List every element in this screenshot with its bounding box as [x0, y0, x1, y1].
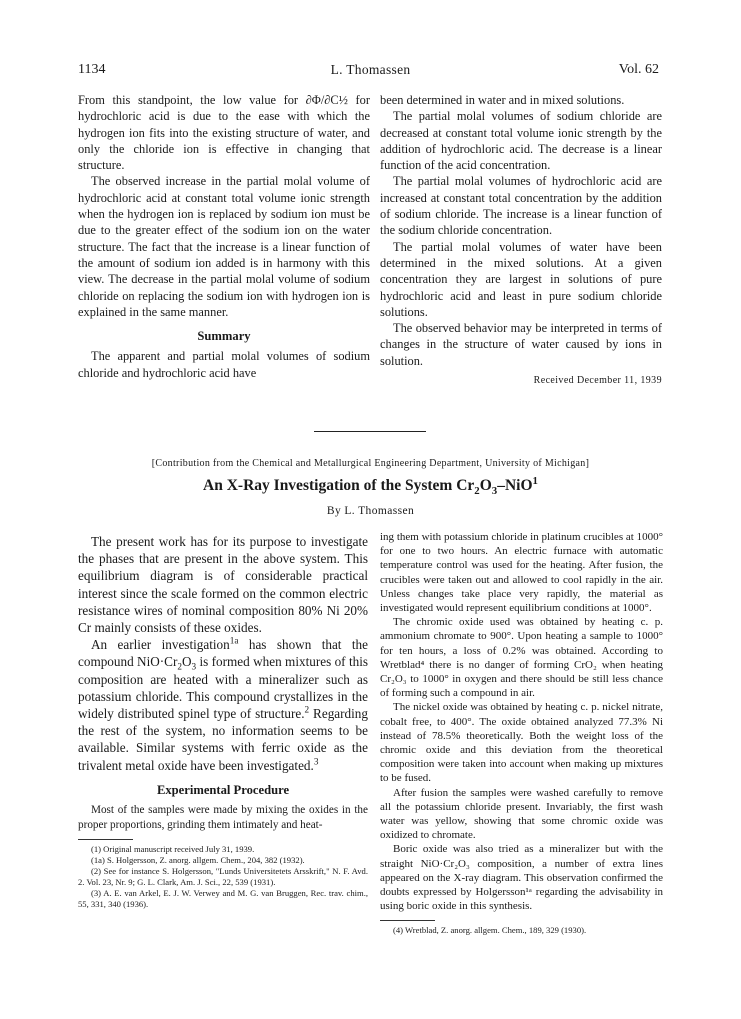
running-head-author: L. Thomassen [330, 62, 411, 77]
footnote-rule [380, 920, 435, 921]
paragraph: The chromic oxide used was obtained by heating c. p. ammonium chromate to 900°. Upon heating a sample to 1000° for ten hours, a loss of 0.2% was obtained. According to Wretblad⁴ there is no danger of forming CrO₂ when heating Cr₂O₃ to 1000° in oxygen and there should be still less chance of forming such a compound in air. [380, 616, 663, 700]
footnote-ref: 3 [313, 756, 319, 767]
title-subscript: 3 [491, 485, 498, 498]
title-text: O [479, 477, 492, 494]
summary-heading: Summary [197, 329, 251, 344]
previous-article-right-column [380, 92, 662, 389]
paragraph: The observed increase in the partial molal volume of hydrochloric acid at constant total volume ionic strength when the hydrogen ion is replaced by sodium ion must be due to the greater effect of the sodium ion on the water structure. The fact that the increase is a linear function of the amount of sodium ion added is in harmony with this view. The decrease in the partial molal volume of sodium chloride on replacing the sodium ion with hydrogen ion is explained in the same manner. [78, 174, 370, 319]
paragraph: Boric oxide was also tried as a mineralizer but with the straight NiO·Cr₂O₃ composition, a number of extra lines appeared on the X-ray diagram. This observation confirmed the doubts expressed by Holgersson¹ᵃ regarding the advisability in using boric oxide in this synthesis. [380, 843, 663, 913]
volume-number: Vol. 62 [618, 62, 659, 77]
page-number: 1134 [78, 62, 106, 77]
footnote: (4) Wretblad, Z. anorg. allgem. Chem., 189, 329 (1930). [393, 925, 587, 936]
section-divider [314, 431, 426, 432]
title-footnote-mark: 1 [532, 474, 538, 487]
article-title [0, 474, 741, 498]
text-run: is formed when mixtures of this composition are heated with a mineralizer such as potassium chloride. This compound crystallizes in the widely distributed spinel type of structure. [78, 654, 368, 722]
footnote-ref: 1a [229, 635, 239, 646]
subscript: 2 [177, 662, 182, 673]
article-left-column [78, 533, 368, 910]
footnote: (1a) S. Holgersson, Z. anorg. allgem. Chem., 204, 382 (1932). [91, 855, 305, 866]
text-run: Regarding the rest of the system, no information seems to be available. Similar systems with ferric oxide as the trivalent metal oxide have been investigated. [78, 706, 368, 773]
paragraph [78, 636, 368, 774]
paragraph: The partial molal volumes of hydrochloric acid are increased at constant total concentration by the addition of sodium chloride. The increase is a linear function of the sodium chloride concentration. [380, 174, 662, 238]
paragraph: The observed behavior may be interpreted in terms of changes in the structure of water caused by ions in solution. [380, 321, 662, 368]
footnote-ref: 2 [304, 704, 310, 715]
title-text: –NiO [497, 477, 533, 494]
paragraph: The partial molal volumes of sodium chloride are decreased at constant total volume ionic strength by the addition of hydrochloric acid. The decrease is a linear function of the acid concentration. [380, 109, 662, 173]
paragraph: The present work has for its purpose to investigate the phases that are present in the above system. This equilibrium diagram is of considerable practical interest since the scale formed on the common electric resistance wires of nominal composition 80% Ni 20% Cr mainly consists of these oxides. [78, 534, 368, 636]
paragraph: been determined in water and in mixed solutions. [380, 93, 625, 107]
byline: By L. Thomassen [326, 505, 415, 517]
received-date: Received December 11, 1939 [533, 375, 662, 387]
paragraph: The partial molal volumes of water have been determined in the mixed solutions. At a given concentration they are largest in solutions of pure hydrochloric acid and least in pure sodium chloride solutions. [380, 239, 662, 319]
footnote: (1) Original manuscript received July 31, 1939. [91, 844, 255, 855]
paragraph: The nickel oxide was obtained by heating c. p. nickel nitrate, cobalt free, to 400°. The oxide obtained analyzed 77.3% Ni instead of 78.5% theoretically. Both the weight loss of the chromic oxide and this deviation from the theoretical composition were taken into account when making up mixtures to be fused. [380, 701, 663, 785]
previous-article-left-column [78, 92, 370, 381]
experimental-heading: Experimental Procedure [156, 782, 290, 797]
contribution-line: [Contribution from the Chemical and Metallurgical Engineering Department, University of Michigan] [151, 458, 590, 469]
subscript: 3 [191, 662, 197, 673]
footnote: (2) See for instance S. Holgersson, "Lunds Universitetets Arsskrift," N. F. Avd. 2. Vol. 23, Nr. 9; G. L. Clark, Am. J. Sci., 22, 539 (1931). [78, 866, 368, 888]
text-run: has shown that the compound NiO·Cr [78, 637, 368, 670]
footnote-rule [78, 839, 133, 840]
text-run: An earlier investigation [91, 637, 230, 653]
paragraph: ing them with potassium chloride in platinum crucibles at 1000° for one to two hours. An electric furnace with automatic temperature control was used for the heating. After fusion, the crucibles were taken out and allowed to cool rapidly in the air. Unless changes take place very rapidly, the material as investigated would represent equilibrium conditions at 1000°. [380, 531, 663, 615]
paragraph: Most of the samples were made by mixing the oxides in the proper proportions, grinding them intimately and heat- [78, 804, 368, 831]
paragraph: After fusion the samples were washed carefully to remove all the potassium chloride present. Invariably, the first wash water was yellow, showing that some chromic oxide was oxidized to chromate. [380, 786, 663, 842]
paragraph: From this standpoint, the low value for ∂Φ/∂C½ for hydrochloric acid is due to the ease with which the hydrogen ion fits into the existing structure of water, and only the chloride ion is effective in changing that structure. [78, 93, 370, 173]
paragraph: The apparent and partial molal volumes of sodium chloride and hydrochloric acid have [78, 349, 370, 380]
text-run: O [181, 654, 192, 670]
footnote: (3) A. E. van Arkel, E. J. W. Verwey and M. G. van Bruggen, Rec. trav. chim., 55, 331, 340 (1936). [78, 888, 368, 910]
title-subscript: 2 [474, 485, 480, 498]
article-right-column [380, 530, 663, 936]
title-text: An X-Ray Investigation of the System Cr [203, 477, 475, 494]
